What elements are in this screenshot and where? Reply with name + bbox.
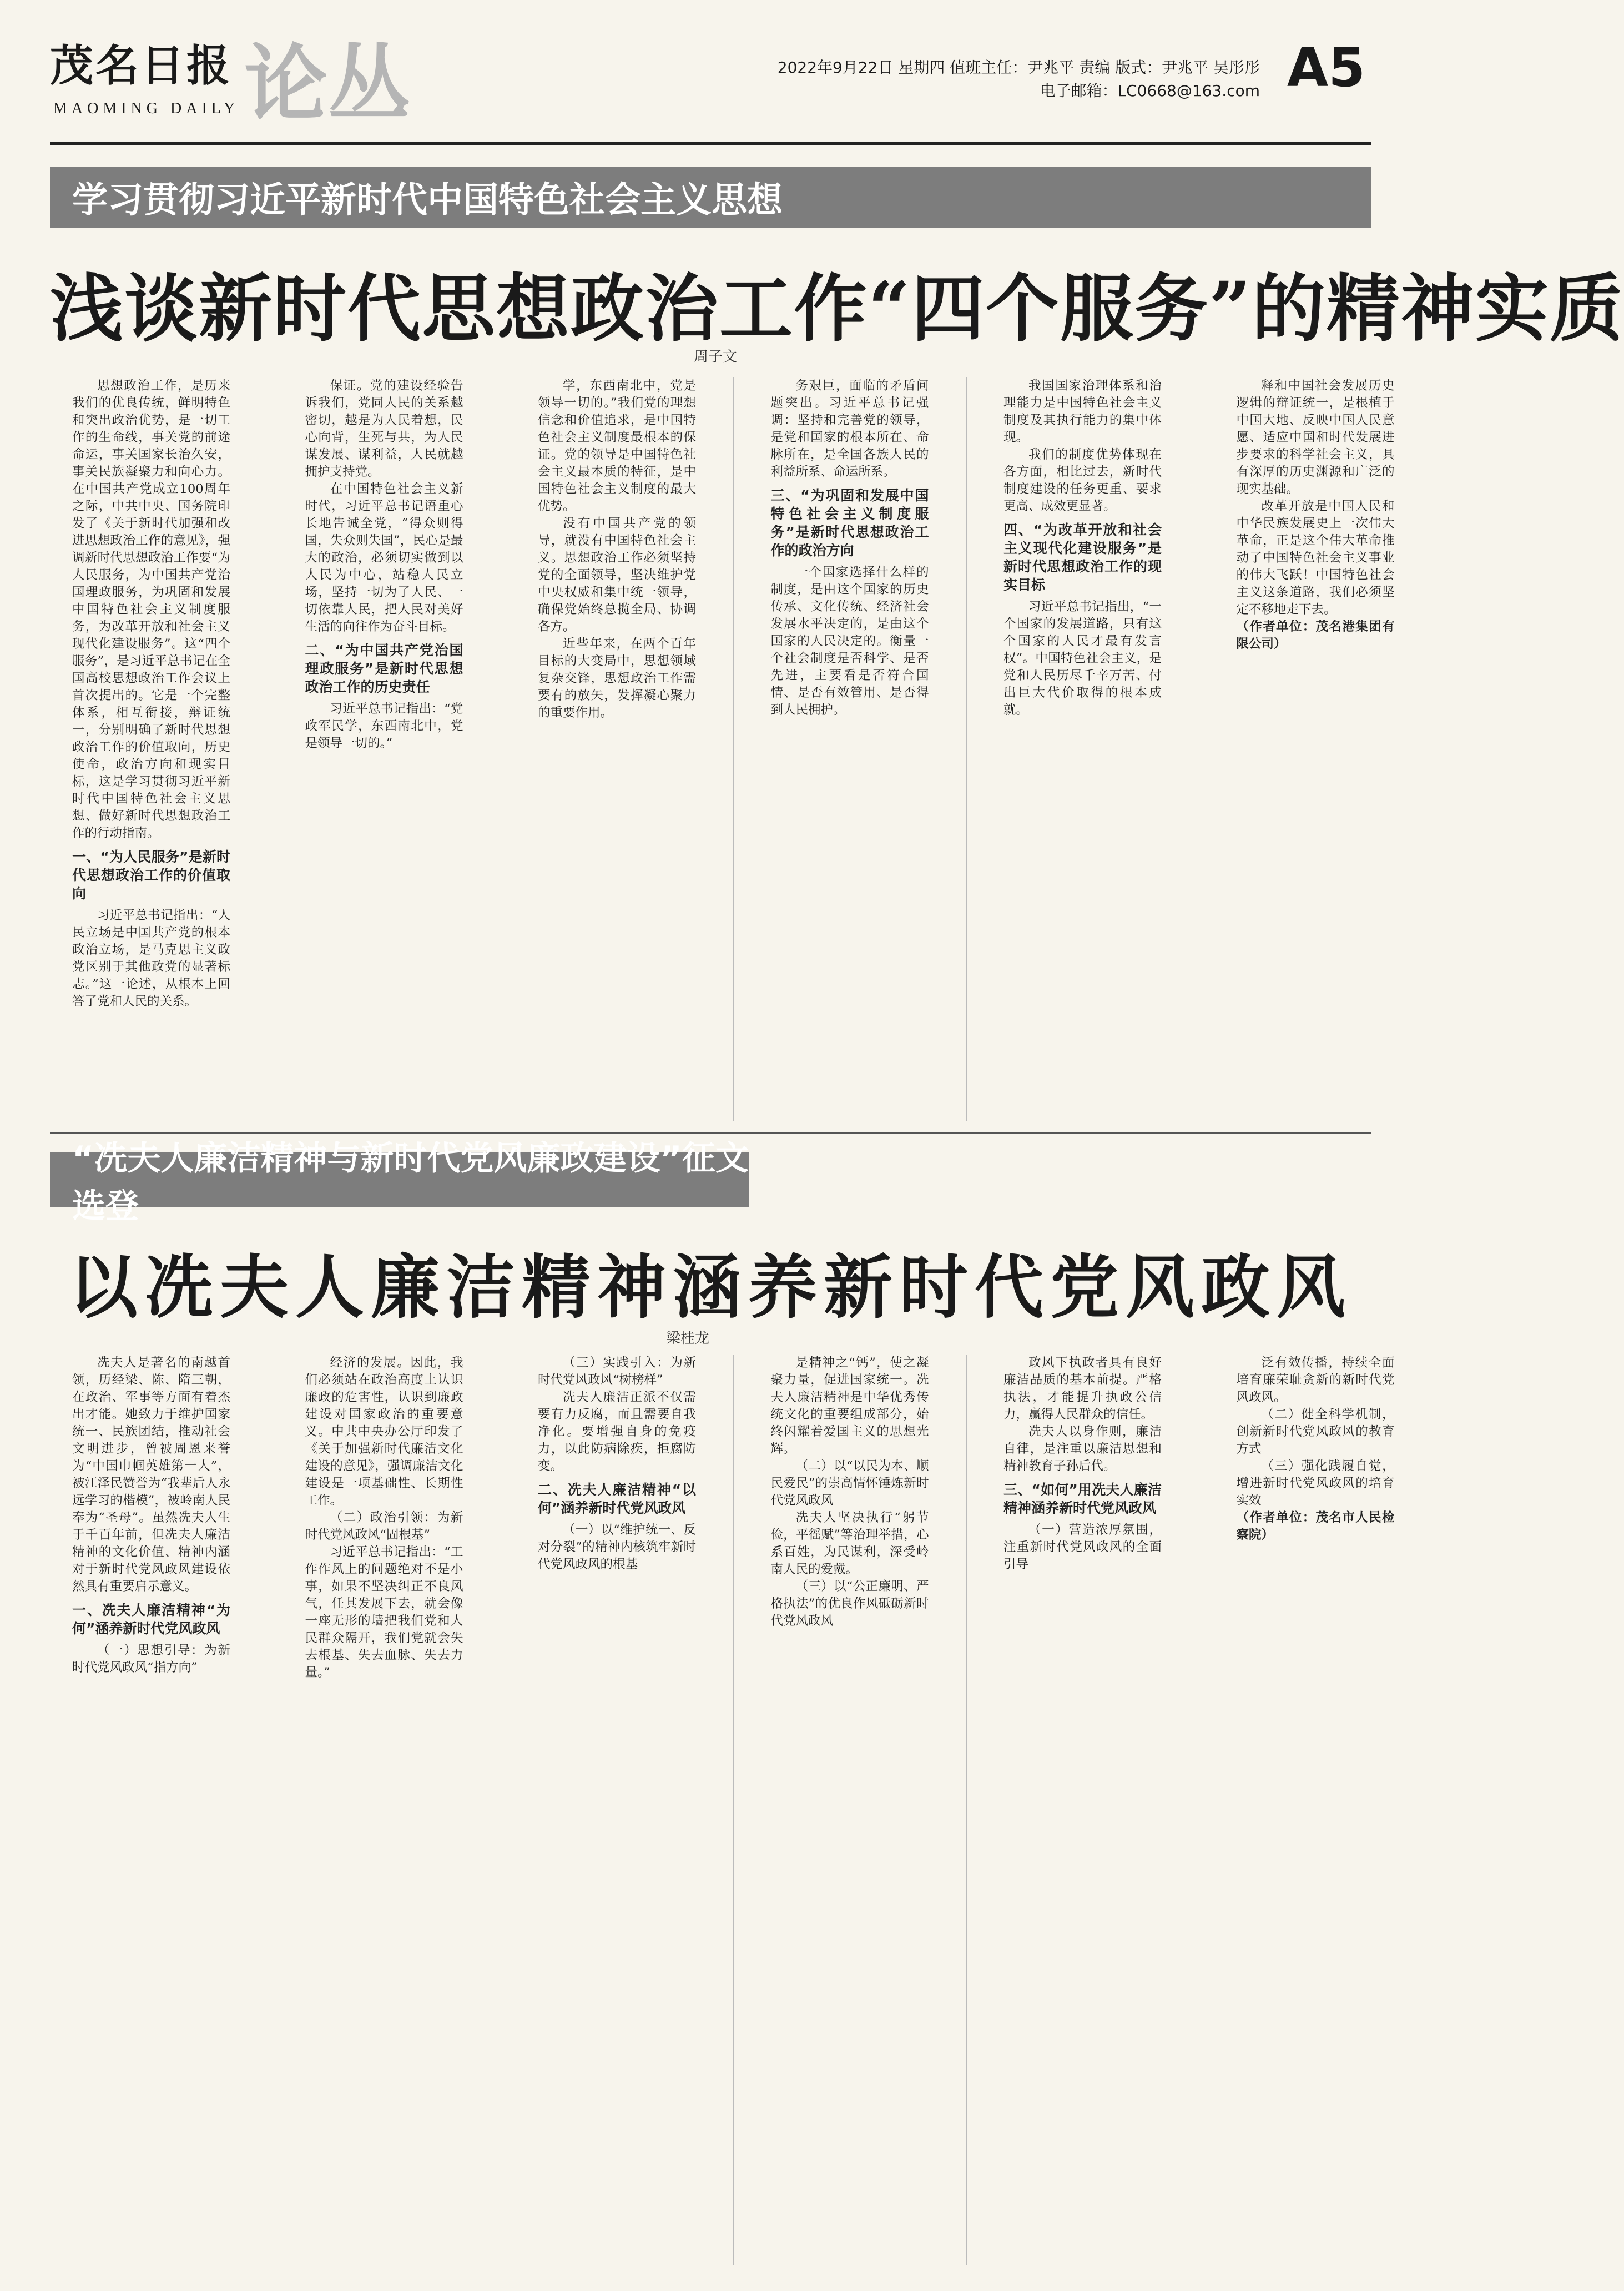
article2-column-6 <box>1237 1355 1395 2265</box>
section-heading: 一、冼夫人廉洁精神“为何”涵养新时代党风政风 <box>72 1602 230 1637</box>
page-number: A5 <box>1287 37 1365 99</box>
article1-column-4 <box>771 377 929 1121</box>
paragraph: 我国国家治理体系和治理能力是中国特色社会主义制度及其执行能力的集中体现。 <box>1003 379 1162 445</box>
article1-column-5 <box>1003 377 1162 1121</box>
author-affiliation: （作者单位：茂名市人民检察院） <box>1236 1510 1395 1542</box>
paragraph: 冼夫人以身作则，廉洁自律，是注重以廉洁思想和精神教育子孙后代。 <box>1003 1424 1162 1473</box>
article1-byline: 周子文 <box>694 349 738 365</box>
paragraph: （二）健全科学机制，创新新时代党风政风的教育方式 <box>1236 1407 1395 1456</box>
masthead-divider <box>50 142 1371 145</box>
paragraph: 习近平总书记指出：“工作作风上的问题绝对不是小事，如果不坚决纠正不良风气，任其发展下去，就会像一座无形的墙把我们党和人民群众隔开，我们党就会失去根基、失去血脉、失去力量。” <box>305 1545 463 1680</box>
paragraph: （二）政治引领：为新时代党风政风“固根基” <box>305 1510 463 1542</box>
author-affiliation: （作者单位：茂名港集团有限公司） <box>1236 620 1395 651</box>
section-heading: 三、“如何”用冼夫人廉洁精神涵养新时代党风政风 <box>1003 1482 1162 1516</box>
paragraph: 学，东西南北中，党是领导一切的。”我们党的理想信念和价值追求，是中国特色社会主义制度最根本的保证。党的领导是中国特色社会主义最本质的特征，是中国特色社会主义制度的最大优势。 <box>538 379 696 513</box>
paragraph: 习近平总书记指出：“人民立场是中国共产党的根本政治立场，是马克思主义政党区别于其他政党的显著标志。”这一论述，从根本上回答了党和人民的关系。 <box>72 908 230 1009</box>
paragraph: 习近平总书记指出：“党政军民学，东西南北中，党是领导一切的。” <box>305 702 463 751</box>
paragraph: 没有中国共产党的领导，就没有中国特色社会主义。思想政治工作必须坚持党的全面领导，坚决维护党中央权威和集中统一领导，确保党始终总揽全局、协调各方。 <box>538 516 696 634</box>
paragraph: （一）营造浓厚氛围，注重新时代党风政风的全面引导 <box>1003 1523 1162 1572</box>
article1-column-3 <box>538 377 696 1121</box>
paragraph: 保证。党的建设经验告诉我们，党同人民的关系越密切，越是为人民着想，民心向背，生死与共，为人民谋发展、谋利益，人民就越拥护支持党。 <box>305 379 463 479</box>
paragraph: 习近平总书记指出，“一个国家的发展道路，只有这个国家的人民才最有发言权”。中国特色社会主义，是党和人民历尽千辛万苦、付出巨大代价取得的根本成就。 <box>1003 600 1162 717</box>
paragraph: （三）强化践履自觉，增进新时代党风政风的培育实效 <box>1236 1459 1395 1508</box>
paragraph: 思想政治工作，是历来我们的优良传统，鲜明特色和突出政治优势，是一切工作的生命线，事关党的前途命运，事关国家长治久安，事关民族凝聚力和向心力。在中国共产党成立100周年之际，中共中央、国务院印发了《关于新时代加强和改进思想政治工作的意见》，强调新时代思想政治工作要“为人民服务，为中国共产党治国理政服务，为巩固和发展中国特色社会主义制度服务，为改革开放和社会主义现代化建设服务”。这“四个服务”，是习近平总书记在全国高校思想政治工作会议上首次提出的。它是一个完整体系，相互衔接，辩证统一，分别明确了新时代思想政治工作的价值取向，历史使命，政治方向和现实目标，这是学习贯彻习近平新时代中国特色社会主义思想、做好新时代思想政治工作的行动指南。 <box>72 379 230 840</box>
paragraph: 改革开放是中国人民和中华民族发展史上一次伟大革命，正是这个伟大革命推动了中国特色社会主义事业的伟大飞跃！中国特色社会主义这条道路，我们必须坚定不移地走下去。 <box>1236 499 1395 617</box>
article1-column-1 <box>72 377 230 1121</box>
paragraph: 我们的制度优势体现在各方面，相比过去，新时代制度建设的任务更重、要求更高、成效更显著。 <box>1003 447 1162 513</box>
editor-email: 电子邮箱：LC0668@163.com <box>1040 82 1260 100</box>
paragraph: 冼夫人是著名的南越首领，历经梁、陈、隋三朝，在政治、军事等方面有着杰出才能。她致力于维护国家统一、民族团结，推动社会文明进步，曾被周恩来誉为“中国巾帼英雄第一人”，被江泽民赞誉为“我辈后人永远学习的楷模”，被岭南人民奉为“圣母”。虽然冼夫人生于千百年前，但冼夫人廉洁精神的文化价值、精神内涵对于新时代党风政风建设依然具有重要启示意义。 <box>72 1356 230 1594</box>
article1-column-2 <box>305 377 463 1121</box>
column-separator <box>966 1355 967 2265</box>
paragraph: 在中国特色社会主义新时代，习近平总书记语重心长地告诫全党，“得众则得国，失众则失国”，民心是最大的政治，必须切实做到以人民为中心，站稳人民立场，坚持一切为了人民、一切依靠人民，把人民对美好生活的向往作为奋斗目标。 <box>305 482 463 634</box>
column-separator <box>966 377 967 1121</box>
paragraph: （三）实践引入：为新时代党风政风“树榜样” <box>538 1356 696 1387</box>
paragraph: 近些年来，在两个百年目标的大变局中，思想领域复杂交锋，思想政治工作需要有的放矢，发挥凝心聚力的重要作用。 <box>538 637 696 720</box>
article2-column-2 <box>305 1355 463 2265</box>
paragraph: （三）以“公正廉明、严格执法”的优良作风砥砺新时代党风政风 <box>770 1579 929 1628</box>
article1-title: 浅谈新时代思想政治工作“四个服务”的精神实质 <box>50 266 1624 352</box>
paragraph: 释和中国社会发展历史逻辑的辩证统一，是根植于中国大地、反映中国人民意愿、适应中国和时代发展进步要求的科学社会主义，具有深厚的历史渊源和广泛的现实基础。 <box>1236 379 1395 496</box>
paragraph: 务艰巨，面临的矛盾问题突出。习近平总书记强调：坚持和完善党的领导，是党和国家的根本所在、命脉所在，是全国各族人民的利益所系、命运所系。 <box>770 379 929 479</box>
article2-column-3 <box>538 1355 696 2265</box>
article1-banner: 学习贯彻习近平新时代中国特色社会主义思想 <box>50 167 1371 228</box>
paragraph: 经济的发展。因此，我们必须站在政治高度上认识廉政的危害性，认识到廉政建设对国家政治的重要意义。中共中央办公厅印发了《关于加强新时代廉洁文化建设的意见》，强调廉洁文化建设是一项基础性、长期性工作。 <box>305 1356 463 1508</box>
issue-meta: 2022年9月22日 星期四 值班主任：尹兆平 责编 版式：尹兆平 吴彤彤 <box>777 58 1260 77</box>
article2-column-1 <box>72 1355 230 2265</box>
column-separator <box>733 1355 734 2265</box>
masthead <box>50 17 1371 139</box>
column-separator <box>733 377 734 1121</box>
paragraph: 泛有效传播，持续全面培育廉荣耻贪新的新时代党风政风。 <box>1236 1356 1395 1404</box>
paragraph: （一）思想引导：为新时代党风政风“指方向” <box>72 1643 230 1675</box>
article2-column-4 <box>771 1355 929 2265</box>
section-heading: 三、“为巩固和发展中国特色社会主义制度服务”是新时代思想政治工作的政治方向 <box>770 487 929 558</box>
section-heading: 四、“为改革开放和社会主义现代化建设服务”是新时代思想政治工作的现实目标 <box>1003 522 1162 593</box>
paragraph: 一个国家选择什么样的制度，是由这个国家的历史传承、文化传统、经济社会发展水平决定的，是由这个国家的人民决定的。衡量一个社会制度是否科学、是否先进，主要看是否符合国情、是否有效管用、是否得到人民拥护。 <box>770 565 929 717</box>
article2-column-5 <box>1003 1355 1162 2265</box>
article2-title: 以冼夫人廉洁精神涵养新时代党风政风 <box>68 1247 1352 1328</box>
paragraph: 政风下执政者具有良好廉洁品质的基本前提。严格执法，才能提升执政公信力，赢得人民群众的信任。 <box>1003 1356 1162 1422</box>
paragraph: （二）以“以民为本、顺民爱民”的崇高情怀锤炼新时代党风政风 <box>770 1459 929 1508</box>
newspaper-logo: 茂名日报 <box>50 41 233 91</box>
paragraph: 冼夫人廉洁正派不仅需要有力反腐，而且需要自我净化。要增强自身的免疫力，以此防病除疾，拒腐防变。 <box>538 1390 696 1473</box>
paragraph: 冼夫人坚决执行“躬节俭，平徭赋”等治理举措，心系百姓，为民谋利，深受岭南人民的爱戴。 <box>770 1510 929 1577</box>
article2-banner: “冼夫人廉洁精神与新时代党风廉政建设”征文选登 <box>50 1152 749 1207</box>
article2-byline: 梁桂龙 <box>666 1330 710 1347</box>
section-heading: 一、“为人民服务”是新时代思想政治工作的价值取向 <box>72 849 230 902</box>
section-heading: 二、冼夫人廉洁精神“以何”涵养新时代党风政风 <box>538 1482 696 1516</box>
article1-column-6 <box>1237 377 1395 1121</box>
section-title: 论丛 <box>244 35 411 133</box>
section-heading: 二、“为中国共产党治国理政服务”是新时代思想政治工作的历史责任 <box>305 642 463 695</box>
paragraph: （一）以“维护统一、反对分裂”的精神内核筑牢新时代党风政风的根基 <box>538 1523 696 1572</box>
newspaper-logo-english: MAOMING DAILY <box>53 100 240 117</box>
paragraph: 是精神之“钙”，使之凝聚力量，促进国家统一。冼夫人廉洁精神是中华优秀传统文化的重要组成部分，始终闪耀着爱国主义的思想光辉。 <box>770 1356 929 1456</box>
